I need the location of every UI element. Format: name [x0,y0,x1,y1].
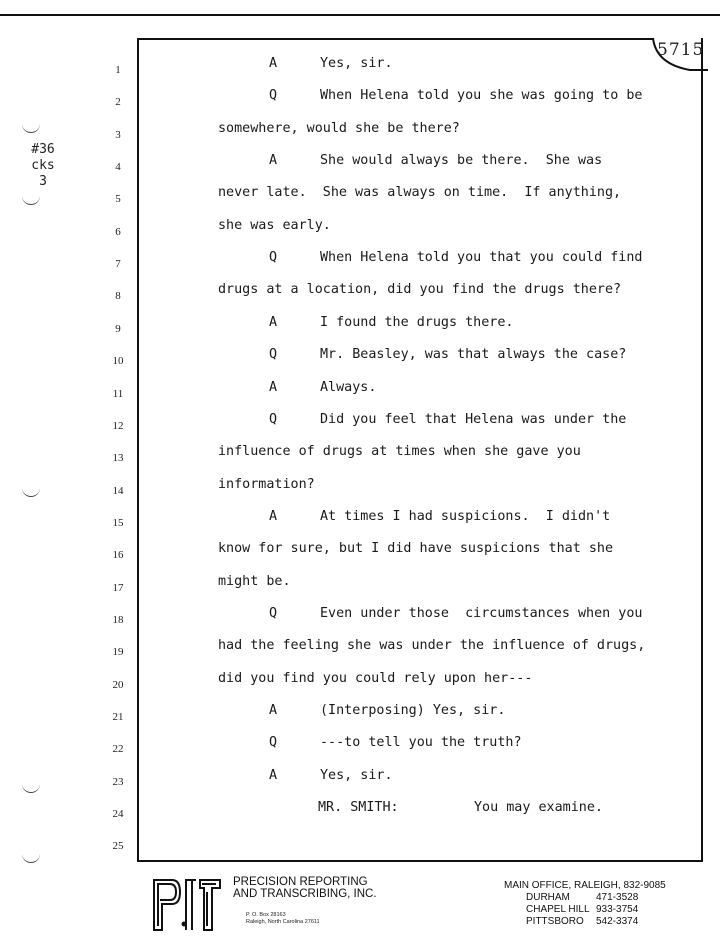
company-address [246,912,320,926]
transcript-line-text: When Helena told you that you could find [320,250,643,266]
line-number: 8 [115,290,121,303]
speaker-label: Q [269,250,278,266]
speaker-label: Q [269,605,278,621]
margin-note-line: 3 [39,174,47,189]
main-office: MAIN OFFICE, RALEIGH, 832-9085 [504,880,666,891]
margin-note-line: cks [31,158,55,173]
line-number: 24 [112,808,124,821]
office-city: DURHAM [526,892,570,903]
line-number: 22 [112,743,124,756]
transcript-line-text: never late. She was always on time. If anything, [218,185,622,201]
line-number: 1 [115,64,121,76]
speaker-label: Q [269,88,278,104]
transcript-line-text: ---to tell you the truth? [320,735,522,751]
speaker-label: A [269,767,278,783]
transcript-line-text: she was early. [218,217,331,233]
transcript-line-text: Mr. Beasley, was that always the case? [320,347,627,363]
transcript-line-text: (Interposing) Yes, sir. [320,703,506,718]
speaker-label: A [269,508,278,524]
transcript-line-text: You may examine. [474,800,603,816]
margin-mark [22,488,40,497]
address-line: Raleigh, North Carolina 27611 [246,919,320,925]
office-city: CHAPEL HILL [526,904,590,915]
transcript-line-text: Yes, sir. [320,56,393,71]
margin-brace-bottom [22,196,40,205]
office-phone: 542-3374 [596,916,639,927]
company-line: AND TRANSCRIBING, INC. [233,888,377,900]
transcript-line-text: I found the drugs there. [320,314,514,330]
margin-note-line: #36 [31,142,55,157]
line-number: 3 [115,128,121,141]
company-logo [150,874,224,932]
line-number: 13 [112,452,124,465]
line-number: 4 [115,161,121,174]
margin-mark [22,854,40,863]
line-number: 2 [115,96,121,109]
transcript-line-text: Always. [320,379,377,395]
line-number: 19 [112,646,124,659]
office-row [504,892,666,904]
line-number: 6 [115,225,121,238]
transcript-line-text: Yes, sir. [320,767,393,783]
speaker-label: MR. SMITH: [318,800,399,816]
margin-brace-top [22,124,40,133]
line-number: 15 [112,516,124,529]
company-line: PRECISION REPORTING [233,876,368,888]
transcript-line-text: Even under those circumstances when you [320,605,643,621]
speaker-label: A [269,314,278,330]
margin-note [28,142,58,190]
line-number: 18 [112,613,124,626]
transcript-line-text: information? [218,476,315,492]
transcript-line-text: influence of drugs at times when she gave you [218,444,581,460]
speaker-label: A [269,153,278,169]
transcript-line-text: might be. [218,573,291,589]
transcript-line-text: drugs at a location, did you find the drugs there? [218,282,622,298]
transcript-line-text: At times I had suspicions. I didn't [320,508,611,524]
transcript-line-text: When Helena told you she was going to be [320,88,643,104]
line-number: 17 [112,581,124,594]
transcript-line-text: somewhere, would she be there? [218,120,460,136]
office-city: PITTSBORO [526,916,584,927]
line-number: 25 [112,840,124,853]
line-number: 12 [112,419,124,432]
line-number: 23 [112,775,124,788]
office-row [504,916,666,928]
line-number: 5 [115,193,121,206]
address-line: P. O. Box 28163 [246,912,286,918]
office-row [504,904,666,916]
speaker-label: Q [269,735,278,751]
office-phone: 471-3528 [596,892,639,903]
line-number: 7 [115,258,121,271]
top-rule [0,14,720,16]
line-number: 21 [112,711,124,723]
transcript-line-text: did you find you could rely upon her--- [218,670,533,686]
line-number: 14 [112,484,124,497]
speaker-label: Q [269,411,278,427]
office-phone: 933-3754 [596,904,639,915]
transcript-line-text: Did you feel that Helena was under the [320,411,627,427]
transcript-line-text: She would always be there. She was [320,153,603,169]
line-number: 10 [112,355,124,368]
line-number: 11 [112,387,124,400]
speaker-label: A [269,379,278,395]
speaker-label: A [269,56,278,71]
transcript-line-text: had the feeling she was under the influence of drugs, [218,638,646,654]
margin-mark [22,784,40,793]
line-number: 20 [112,678,124,691]
speaker-label: A [269,703,278,718]
company-name [233,876,377,900]
speaker-label: Q [269,347,278,363]
page-number: 5715 [657,40,705,60]
transcript-line-text: know for sure, but I did have suspicions that she [218,541,614,557]
line-number: 16 [112,549,124,562]
office-listing [504,880,666,928]
line-number: 9 [115,322,121,335]
